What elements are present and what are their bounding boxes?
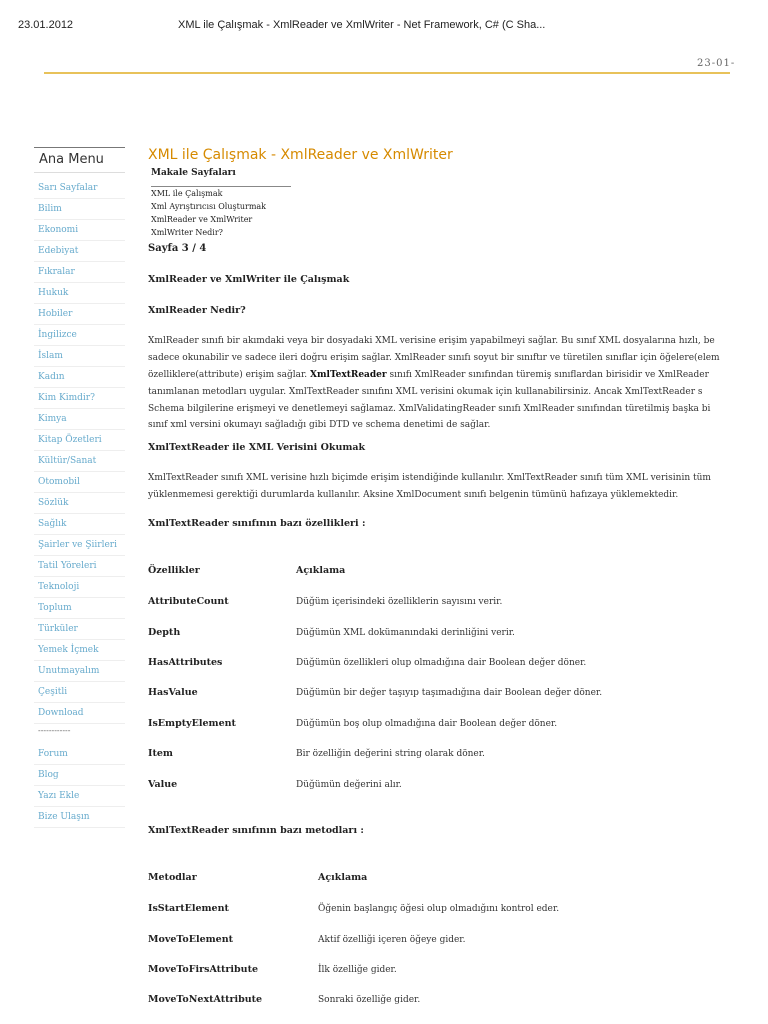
sidebar-item[interactable]: Bize Ulaşın [34, 808, 125, 828]
page-link[interactable]: XmlReader ve XmlWriter [151, 215, 253, 224]
table-cell: IsEmptyElement [148, 718, 236, 729]
sidebar-item[interactable]: İslam [34, 347, 125, 367]
article-title: XML ile Çalışmak - XmlReader ve XmlWriter [148, 147, 453, 163]
table-cell: Depth [148, 627, 181, 638]
table-header: Özellikler [148, 565, 200, 576]
page-link[interactable]: Xml Ayrıştırıcısı Oluşturmak [151, 202, 267, 211]
sidebar-item[interactable]: Kadın [34, 368, 125, 388]
section-heading: XmlTextReader sınıfının bazı özellikleri : [148, 518, 366, 529]
sidebar-item[interactable]: Çeşitli [34, 683, 125, 703]
paragraph-line: sınıf xml versini okumayı sağladığı gibi DTD ve schema denetimi de sağlar. [148, 420, 491, 430]
table-header: Metodlar [148, 872, 197, 883]
sidebar-item[interactable]: Teknoloji [34, 578, 125, 598]
table-cell: Aktif özelliği içeren öğeye gider. [318, 935, 466, 945]
sidebar-item[interactable]: Kitap Özetleri [34, 431, 125, 451]
pages-divider [151, 186, 291, 187]
paragraph-line: tanımlanan metodları uygular. XmlTextReader sınıfını XML verisini okumak için kullanabilirsiniz. Ancak XmlTextReader s [148, 387, 703, 397]
sidebar-item[interactable]: Tatil Yöreleri [34, 557, 125, 577]
paragraph-line: XmlTextReader sınıfı XML verisine hızlı biçimde erişim istendiğinde kullanılır. XmlTextReader sınıfı tüm XML verisinin tüm [148, 473, 711, 483]
table-cell: IsStartElement [148, 903, 229, 914]
paragraph-line: Schema bilgilerine erişmeyi ve denetlemeyi sağlamaz. XmlValidatingReader sınıfı XmlReader sınıfından türetilmiş başka bi [148, 404, 711, 414]
table-cell: Düğümün değerini alır. [296, 780, 402, 790]
sidebar-item[interactable]: Sağlık [34, 515, 125, 535]
sidebar-item[interactable]: Yemek İçmek [34, 641, 125, 661]
sidebar-item[interactable]: Download [34, 704, 125, 724]
sidebar-item[interactable]: Ekonomi [34, 221, 125, 241]
table-cell: MoveToElement [148, 934, 234, 945]
sidebar-item[interactable]: Türküler [34, 620, 125, 640]
section-heading: XmlReader ve XmlWriter ile Çalışmak [148, 274, 350, 285]
sidebar-item[interactable]: Toplum [34, 599, 125, 619]
sidebar-item[interactable]: Forum [34, 745, 125, 765]
section-heading: XmlTextReader sınıfının bazı metodları : [148, 825, 364, 836]
pages-heading: Makale Sayfaları [151, 168, 236, 178]
sidebar-item[interactable]: Sarı Sayfalar [34, 179, 125, 199]
paragraph-line: sadece okunabilir ve sadece ileri doğru erişim sağlar. XmlReader sınıfı soyut bir sınıftır ve türetilen sınıflar için öğelere(elem [148, 353, 720, 363]
section-heading: XmlReader Nedir? [148, 305, 246, 316]
table-cell: Düğüm içerisindeki özelliklerin sayısını verir. [296, 597, 503, 607]
table-cell: İlk özelliğe gider. [318, 965, 397, 975]
table-cell: Düğümün özellikleri olup olmadığına dair Boolean değer döner. [296, 658, 587, 668]
table-cell: Bir özelliğin değerini string olarak döner. [296, 749, 485, 759]
sidebar-title: Ana Menu [34, 147, 125, 173]
paragraph-line: özelliklere(attribute) erişim sağlar. XmlTextReader sınıfı XmlReader sınıfından türemiş sınıflardan birisidir ve XmlReader [148, 370, 709, 380]
table-cell: Düğümün bir değer taşıyıp taşımadığına dair Boolean değer döner. [296, 688, 603, 698]
table-header: Açıklama [296, 565, 346, 576]
table-cell: Item [148, 748, 173, 759]
table-cell: MoveToFirsAttribute [148, 964, 259, 975]
sidebar-item[interactable]: Kültür/Sanat [34, 452, 125, 472]
page-number: Sayfa 3 / 4 [148, 243, 207, 254]
section-heading: XmlTextReader ile XML Verisini Okumak [148, 442, 366, 453]
sidebar-item[interactable]: Yazı Ekle [34, 787, 125, 807]
print-title: XML ile Çalışmak - XmlReader ve XmlWriter - Net Framework, C# (C Sha... [178, 19, 546, 31]
sidebar-item[interactable]: Otomobil [34, 473, 125, 493]
bold-term: XmlTextReader [310, 370, 387, 380]
table-cell: HasAttributes [148, 657, 223, 668]
print-date: 23.01.2012 [18, 19, 74, 31]
sidebar-item[interactable]: Hukuk [34, 284, 125, 304]
sidebar-item[interactable]: Bilim [34, 200, 125, 220]
sidebar-item[interactable]: Kimya [34, 410, 125, 430]
sidebar-menu [34, 147, 125, 829]
sidebar-item[interactable]: Kim Kimdir? [34, 389, 125, 409]
sidebar-item[interactable]: Sözlük [34, 494, 125, 514]
table-cell: HasValue [148, 687, 198, 698]
table-cell: AttributeCount [148, 596, 229, 607]
table-cell: MoveToNextAttribute [148, 994, 263, 1005]
table-cell: Öğenin başlangıç öğesi olup olmadığını kontrol eder. [318, 904, 560, 914]
sidebar-item[interactable]: Hobiler [34, 305, 125, 325]
table-cell: Value [148, 779, 178, 790]
sidebar-item[interactable]: Şairler ve Şiirleri [34, 536, 125, 556]
top-date: 23-01- [697, 58, 736, 69]
article [148, 0, 768, 1024]
sidebar-item[interactable]: Blog [34, 766, 125, 786]
page-link[interactable]: XML ile Çalışmak [151, 189, 223, 198]
table-cell: Düğümün boş olup olmadığına dair Boolean değer döner. [296, 719, 558, 729]
table-header: Açıklama [318, 872, 368, 883]
sidebar-item[interactable]: Edebiyat [34, 242, 125, 262]
page-link[interactable]: XmlWriter Nedir? [151, 228, 223, 237]
sidebar-separator: ------------ [38, 726, 71, 735]
table-cell: Sonraki özelliğe gider. [318, 995, 421, 1005]
sidebar-item[interactable]: Fıkralar [34, 263, 125, 283]
sidebar-item[interactable]: İngilizce [34, 326, 125, 346]
paragraph-line: yüklenmemesi gerektiği durumlarda kullanılır. Aksine XmlDocument sınıfı belgenin tümünü hafızaya yüklemektedir. [148, 490, 679, 500]
table-cell: Düğümün XML dokümanındaki derinliğini verir. [296, 628, 515, 638]
sidebar-item[interactable]: Unutmayalım [34, 662, 125, 682]
paragraph-line: XmlReader sınıfı bir akımdaki veya bir dosyadaki XML verisine erişim yapabilmeyi sağlar. Bu sınıf XML dosyalarına hızlı, be [148, 336, 715, 346]
